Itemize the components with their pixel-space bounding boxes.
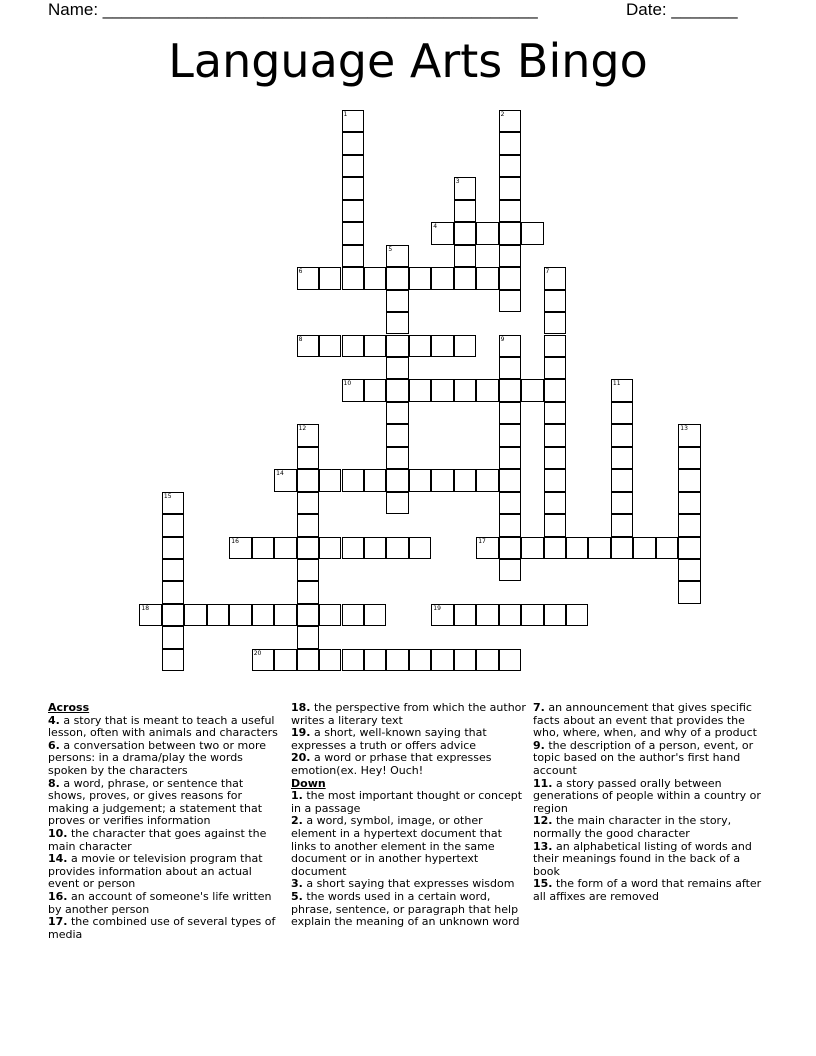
grid-cell[interactable] [229, 537, 251, 559]
clue-down-13 [533, 841, 769, 879]
grid-cell[interactable] [566, 537, 588, 559]
grid-cell[interactable] [342, 132, 364, 154]
grid-cell[interactable] [611, 402, 633, 424]
clue-across-17 [48, 916, 284, 941]
clue-text: the form of a word that remains after all affixes are removed [533, 877, 762, 903]
grid-cell[interactable] [207, 604, 229, 626]
clue-down-7 [533, 702, 769, 740]
grid-cell[interactable] [252, 604, 274, 626]
clue-down-15 [533, 878, 769, 903]
grid-cell[interactable] [544, 290, 566, 312]
clue-column-3 [533, 702, 769, 904]
grid-cell[interactable] [544, 424, 566, 446]
grid-cell[interactable] [162, 537, 184, 559]
grid-cell[interactable] [454, 335, 476, 357]
clue-number: 1. [291, 789, 303, 803]
grid-cell[interactable] [544, 447, 566, 469]
clue-text: a short saying that expresses wisdom [302, 877, 515, 891]
grid-cell[interactable] [499, 559, 521, 581]
grid-cell[interactable] [297, 581, 319, 603]
cell-number: 16 [231, 537, 239, 545]
grid-cell[interactable] [386, 492, 408, 514]
grid-cell[interactable] [611, 514, 633, 536]
clue-down-9 [533, 740, 769, 778]
clue-text: an announcement that gives specific facts about an event that provides the who, where, when, and why of a product [533, 701, 757, 740]
grid-cell[interactable] [386, 424, 408, 446]
grid-cell[interactable] [454, 245, 476, 267]
clue-number: 17. [48, 915, 68, 929]
grid-cell[interactable] [656, 537, 678, 559]
grid-cell[interactable] [678, 559, 700, 581]
grid-cell[interactable] [274, 537, 296, 559]
grid-cell[interactable] [342, 177, 364, 199]
grid-cell[interactable] [297, 335, 319, 357]
clue-across-6 [48, 740, 284, 778]
grid-cell[interactable] [544, 492, 566, 514]
clue-text: a movie or television program that provides information about an actual event or person [48, 852, 263, 891]
grid-cell[interactable] [499, 604, 521, 626]
grid-cell[interactable] [342, 222, 364, 244]
grid-cell[interactable] [184, 604, 206, 626]
grid-cell[interactable] [544, 312, 566, 334]
clue-text: the words used in a certain word, phrase, sentence, or paragraph that help explain the meaning of an unknown word [291, 889, 520, 929]
grid-cell[interactable] [499, 492, 521, 514]
grid-cell[interactable] [499, 469, 521, 491]
grid-cell[interactable] [544, 379, 566, 401]
grid-cell[interactable] [342, 110, 364, 132]
grid-cell[interactable] [297, 649, 319, 671]
grid-cell[interactable] [431, 379, 453, 401]
grid-cell[interactable] [386, 312, 408, 334]
grid-cell[interactable] [499, 267, 521, 289]
cell-number: 6 [298, 268, 303, 276]
grid-cell[interactable] [319, 537, 341, 559]
clue-column-2 [291, 702, 527, 929]
cell-number: 20 [253, 649, 262, 657]
grid-cell[interactable] [499, 222, 521, 244]
grid-cell[interactable] [544, 537, 566, 559]
grid-cell[interactable] [386, 357, 408, 379]
grid-cell[interactable] [454, 222, 476, 244]
grid-cell[interactable] [386, 649, 408, 671]
grid-cell[interactable] [476, 379, 498, 401]
clue-number: 16. [48, 889, 68, 903]
cell-number: 9 [500, 335, 505, 343]
grid-cell[interactable] [454, 649, 476, 671]
grid-cell[interactable] [297, 626, 319, 648]
cell-number: 14 [276, 470, 284, 478]
grid-cell[interactable] [364, 267, 386, 289]
clue-number: 14. [48, 852, 68, 866]
clue-text: a short, well-known saying that expresses a truth or offers advice [291, 726, 487, 752]
grid-cell[interactable] [364, 537, 386, 559]
clue-text: a word, phrase, or sentence that shows, proves, or gives reasons for making a judgement; a statement that proves or verifies information [48, 776, 263, 828]
clue-text: an account of someone's life written by another person [48, 889, 272, 916]
grid-cell[interactable] [297, 514, 319, 536]
grid-cell[interactable] [162, 649, 184, 671]
grid-cell[interactable] [544, 469, 566, 491]
cell-number: 1 [343, 111, 348, 118]
grid-cell[interactable] [678, 492, 700, 514]
cell-number: 18 [141, 604, 150, 612]
grid-cell[interactable] [499, 514, 521, 536]
clue-text: the description of a person, event, or topic based on the author's first hand account [533, 738, 754, 777]
grid-cell[interactable] [252, 537, 274, 559]
clue-down-11 [533, 778, 769, 816]
clue-number: 7. [533, 701, 545, 714]
clue-column-1 [48, 702, 284, 941]
grid-cell[interactable] [342, 245, 364, 267]
cell-number: 19 [433, 604, 441, 612]
grid-cell[interactable] [162, 492, 184, 514]
clue-number: 5. [291, 889, 303, 903]
grid-cell[interactable] [274, 604, 296, 626]
clue-down-12 [533, 815, 769, 840]
grid-cell[interactable] [499, 379, 521, 401]
grid-cell[interactable] [297, 559, 319, 581]
cell-number: 13 [680, 425, 688, 433]
grid-cell[interactable] [342, 604, 364, 626]
grid-cell[interactable] [499, 537, 521, 559]
grid-cell[interactable] [678, 537, 700, 559]
grid-cell[interactable] [611, 492, 633, 514]
grid-cell[interactable] [544, 402, 566, 424]
grid-cell[interactable] [499, 177, 521, 199]
grid-cell[interactable] [611, 537, 633, 559]
grid-cell[interactable] [162, 559, 184, 581]
grid-cell[interactable] [499, 447, 521, 469]
clue-down-2 [291, 815, 527, 878]
cell-number: 3 [455, 178, 460, 186]
cell-number: 15 [163, 492, 172, 500]
grid-cell[interactable] [342, 267, 364, 289]
grid-cell[interactable] [566, 604, 588, 626]
clue-text: a story that is meant to teach a useful lesson, often with animals and characters [48, 713, 278, 740]
clue-text: the character that goes against the main character [48, 826, 267, 853]
clue-text: a conversation between two or more persons: in a drama/play the words spoken by the characters [48, 738, 267, 777]
cell-number: 2 [500, 111, 505, 118]
grid-cell[interactable] [386, 245, 408, 267]
grid-cell[interactable] [319, 604, 341, 626]
grid-cell[interactable] [499, 132, 521, 154]
clue-number: 8. [48, 776, 60, 790]
clue-number: 15. [533, 877, 553, 891]
grid-cell[interactable] [544, 604, 566, 626]
clue-number: 3. [291, 877, 303, 891]
grid-cell[interactable] [364, 469, 386, 491]
clue-number: 6. [48, 738, 60, 752]
grid-cell[interactable] [454, 267, 476, 289]
grid-cell[interactable] [499, 357, 521, 379]
grid-cell[interactable] [297, 537, 319, 559]
cell-number: 10 [343, 380, 352, 388]
grid-cell[interactable] [342, 469, 364, 491]
clue-text: the combined use of several types of media [48, 915, 276, 941]
grid-cell[interactable] [678, 581, 700, 603]
grid-cell[interactable] [499, 155, 521, 177]
grid-cell[interactable] [342, 537, 364, 559]
clue-across-8 [48, 778, 284, 828]
grid-cell[interactable] [364, 649, 386, 671]
grid-cell[interactable] [544, 514, 566, 536]
grid-cell[interactable] [386, 335, 408, 357]
grid-cell[interactable] [454, 469, 476, 491]
grid-cell[interactable] [633, 537, 655, 559]
grid-cell[interactable] [431, 649, 453, 671]
clue-number: 10. [48, 826, 68, 840]
cell-number: 11 [612, 380, 621, 388]
grid-cell[interactable] [409, 335, 431, 357]
cell-number: 8 [298, 335, 303, 343]
grid-cell[interactable] [476, 469, 498, 491]
grid-cell[interactable] [297, 604, 319, 626]
grid-cell[interactable] [678, 447, 700, 469]
grid-cell[interactable] [319, 649, 341, 671]
grid-cell[interactable] [611, 424, 633, 446]
grid-cell[interactable] [274, 469, 296, 491]
grid-cell[interactable] [162, 626, 184, 648]
grid-cell[interactable] [611, 379, 633, 401]
grid-cell[interactable] [319, 469, 341, 491]
grid-cell[interactable] [297, 424, 319, 446]
grid-cell[interactable] [386, 402, 408, 424]
clue-number: 11. [533, 776, 553, 790]
across-heading: Across [48, 701, 90, 714]
clue-number: 19. [291, 726, 311, 740]
clue-across-14 [48, 853, 284, 891]
grid-cell[interactable] [454, 604, 476, 626]
clue-across-10 [48, 828, 284, 853]
grid-cell[interactable] [409, 267, 431, 289]
grid-cell[interactable] [319, 335, 341, 357]
grid-cell[interactable] [409, 537, 431, 559]
grid-cell[interactable] [499, 335, 521, 357]
clue-text: an alphabetical listing of words and their meanings found in the back of a book [533, 839, 752, 878]
clue-across-19 [291, 727, 527, 752]
grid-cell[interactable] [544, 357, 566, 379]
grid-cell[interactable] [386, 537, 408, 559]
clue-across-18 [291, 702, 527, 727]
clue-number: 18. [291, 701, 311, 714]
grid-cell[interactable] [364, 379, 386, 401]
clue-text: a word, symbol, image, or other element in a hypertext document that links to another element in the same document or in another hypertext document [291, 814, 502, 878]
clue-number: 4. [48, 713, 60, 727]
clue-number: 9. [533, 738, 545, 752]
down-heading: Down [291, 776, 326, 790]
grid-cell[interactable] [499, 110, 521, 132]
grid-cell[interactable] [319, 267, 341, 289]
grid-cell[interactable] [274, 649, 296, 671]
grid-cell[interactable] [297, 492, 319, 514]
grid-cell[interactable] [431, 335, 453, 357]
cell-number: 7 [545, 268, 550, 276]
clue-number: 12. [533, 814, 553, 828]
grid-cell[interactable] [162, 604, 184, 626]
grid-cell[interactable] [521, 379, 543, 401]
grid-cell[interactable] [678, 424, 700, 446]
grid-cell[interactable] [431, 469, 453, 491]
grid-cell[interactable] [476, 537, 498, 559]
clue-down-5 [291, 891, 527, 929]
grid-cell[interactable] [499, 402, 521, 424]
grid-cell[interactable] [409, 469, 431, 491]
grid-cell[interactable] [476, 649, 498, 671]
grid-cell[interactable] [252, 649, 274, 671]
clue-across-4 [48, 715, 284, 740]
clue-across-20 [291, 752, 527, 777]
clue-text: the main character in the story, normally the good character [533, 814, 732, 840]
clue-text: a story passed orally between generations of people within a country or region [533, 776, 761, 815]
clue-down-1 [291, 790, 527, 815]
grid-cell[interactable] [611, 447, 633, 469]
clue-text: the perspective from which the author writes a literary text [291, 701, 526, 727]
clue-number: 13. [533, 839, 553, 853]
grid-cell[interactable] [476, 222, 498, 244]
clue-across-16 [48, 891, 284, 916]
grid-cell[interactable] [386, 379, 408, 401]
grid-cell[interactable] [386, 469, 408, 491]
grid-cell[interactable] [364, 604, 386, 626]
grid-cell[interactable] [499, 424, 521, 446]
grid-cell[interactable] [162, 581, 184, 603]
page-title: Language Arts Bingo [168, 34, 648, 88]
grid-cell[interactable] [162, 514, 184, 536]
clue-number: 2. [291, 814, 303, 828]
grid-cell[interactable] [521, 222, 543, 244]
grid-cell[interactable] [342, 200, 364, 222]
grid-cell[interactable] [139, 604, 161, 626]
grid-cell[interactable] [521, 604, 543, 626]
name-field-label: Name: ______________________________________________ [48, 0, 538, 19]
grid-cell[interactable] [342, 335, 364, 357]
grid-cell[interactable] [386, 290, 408, 312]
cell-number: 5 [388, 245, 393, 253]
cell-number: 12 [298, 425, 307, 433]
clue-text: a word or prhase that expresses emotion(ex. Hey! Ouch! [291, 751, 492, 777]
grid-cell[interactable] [342, 155, 364, 177]
cell-number: 4 [433, 223, 438, 231]
grid-cell[interactable] [431, 267, 453, 289]
grid-cell[interactable] [386, 447, 408, 469]
grid-cell[interactable] [588, 537, 610, 559]
grid-cell[interactable] [364, 335, 386, 357]
grid-cell[interactable] [409, 649, 431, 671]
grid-cell[interactable] [454, 177, 476, 199]
cell-number: 17 [478, 537, 486, 545]
grid-cell[interactable] [678, 514, 700, 536]
grid-cell[interactable] [297, 267, 319, 289]
grid-cell[interactable] [386, 267, 408, 289]
grid-cell[interactable] [544, 335, 566, 357]
grid-cell[interactable] [499, 245, 521, 267]
grid-cell[interactable] [297, 447, 319, 469]
grid-cell[interactable] [229, 604, 251, 626]
grid-cell[interactable] [499, 200, 521, 222]
grid-cell[interactable] [611, 469, 633, 491]
grid-cell[interactable] [678, 469, 700, 491]
clue-number: 20. [291, 751, 311, 765]
grid-cell[interactable] [476, 604, 498, 626]
grid-cell[interactable] [342, 649, 364, 671]
grid-cell[interactable] [454, 379, 476, 401]
grid-cell[interactable] [342, 379, 364, 401]
grid-cell[interactable] [409, 379, 431, 401]
grid-cell[interactable] [499, 649, 521, 671]
grid-cell[interactable] [499, 290, 521, 312]
grid-cell[interactable] [544, 267, 566, 289]
grid-cell[interactable] [476, 267, 498, 289]
clue-text: the most important thought or concept in a passage [291, 789, 523, 815]
date-field-label: Date: _______ [626, 0, 738, 19]
grid-cell[interactable] [297, 469, 319, 491]
grid-cell[interactable] [454, 200, 476, 222]
grid-cell[interactable] [521, 537, 543, 559]
grid-cell[interactable] [431, 604, 453, 626]
grid-cell[interactable] [431, 222, 453, 244]
